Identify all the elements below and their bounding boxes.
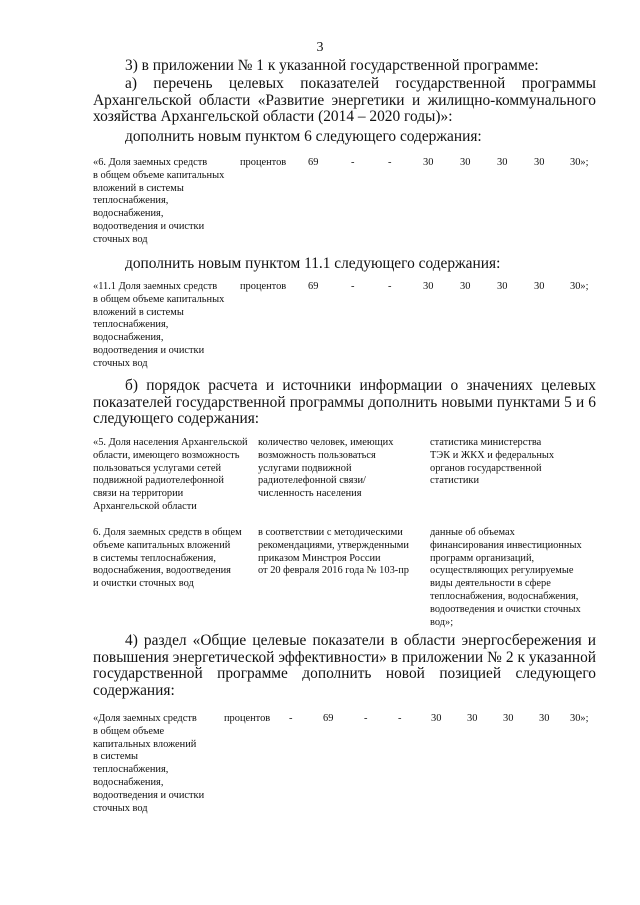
source-info: статистика министерства ТЭК и ЖКХ и федеральных органов государственной статистики bbox=[430, 437, 555, 487]
source-indicator: 6. Доля заемных средств в общем объеме капитальных вложений в системы теплоснабжения, водоснабжения, водоотведения и очистки сточных вод bbox=[93, 527, 242, 590]
indicator-value: - bbox=[364, 713, 368, 724]
item3-heading: 3) в приложении № 1 к указанной государственной программе: bbox=[125, 57, 539, 74]
indicator-unit: процентов bbox=[224, 713, 271, 724]
indicator-description: «Доля заемных средств в общем объеме капитальных вложений в системы теплоснабжения, водоснабжения, водоотведения и очистки сточных вод bbox=[93, 713, 205, 814]
item3-subitem-a: а) перечень целевых показателей государственной программы Архангельской области «Развитие энергетики и жилищно-коммунального хозяйства Архангельской области (2014 – 2020 годы)»: bbox=[93, 75, 596, 126]
source-method: в соответствии с методическими рекомендациями, утвержденными приказом Минстроя России от 20 февраля 2016 года № 103-пр bbox=[258, 527, 409, 577]
indicator-value: 30»; bbox=[570, 713, 589, 724]
source-info: данные об объемах финансирования инвестиционных программ организаций, осуществляющих регулируемые виды деятельности в сфере теплоснабжения, водоснабжения, водоотведения и очистки сточных вод»; bbox=[430, 527, 582, 628]
indicator-value: 30 bbox=[534, 157, 545, 168]
item4-text: 4) раздел «Общие целевые показатели в области энергосбережения и повышения энергетической эффективности» в приложении № 2 к указанной государственной программе дополнить новой позицией следующего содержания: bbox=[93, 632, 596, 700]
indicator-value: 69 bbox=[308, 157, 319, 168]
indicator-value: 30 bbox=[497, 157, 508, 168]
indicator-value: 30 bbox=[423, 157, 434, 168]
add-item11-text: дополнить новым пунктом 11.1 следующего содержания: bbox=[125, 255, 501, 272]
indicator-value: 30 bbox=[539, 713, 550, 724]
add-item6-text: дополнить новым пунктом 6 следующего содержания: bbox=[125, 128, 482, 145]
indicator-value: - bbox=[351, 157, 355, 168]
indicator-value: 30»; bbox=[570, 281, 589, 292]
page-number: 3 bbox=[316, 40, 324, 55]
indicator-value: 30 bbox=[423, 281, 434, 292]
indicator-value: - bbox=[388, 157, 392, 168]
indicator-value: - bbox=[351, 281, 355, 292]
indicator-value: - bbox=[388, 281, 392, 292]
indicator-value: 30 bbox=[534, 281, 545, 292]
indicator-value: 30 bbox=[503, 713, 514, 724]
indicator-value: 30»; bbox=[570, 157, 589, 168]
indicator-value: 30 bbox=[467, 713, 478, 724]
indicator-description: «6. Доля заемных средств в общем объеме капитальных вложений в системы теплоснабжения, водоснабжения, водоотведения и очистки сточных вод bbox=[93, 157, 225, 245]
indicator-value: 69 bbox=[308, 281, 319, 292]
indicator-value: 69 bbox=[323, 713, 334, 724]
indicator-unit: процентов bbox=[240, 157, 287, 168]
item3-subitem-b: б) порядок расчета и источники информации о значениях целевых показателей государственной программы дополнить новыми пунктами 5 и 6 следующего содержания: bbox=[93, 377, 596, 428]
indicator-value: 30 bbox=[431, 713, 442, 724]
indicator-value: 30 bbox=[497, 281, 508, 292]
indicator-value: - bbox=[398, 713, 402, 724]
indicator-value: 30 bbox=[460, 157, 471, 168]
indicator-description: «11.1 Доля заемных средств в общем объеме капитальных вложений в системы теплоснабжения, водоснабжения, водоотведения и очистки сточных вод bbox=[93, 281, 225, 369]
indicator-value: 30 bbox=[460, 281, 471, 292]
source-indicator: «5. Доля населения Архангельской области, имеющего возможность пользоваться услугами сетей подвижной радиотелефонной связи на территории Архангельской области bbox=[93, 437, 248, 512]
indicator-value: - bbox=[289, 713, 293, 724]
source-method: количество человек, имеющих возможность пользоваться услугами подвижной радиотелефонной связи/ численность населения bbox=[258, 437, 394, 500]
indicator-unit: процентов bbox=[240, 281, 287, 292]
